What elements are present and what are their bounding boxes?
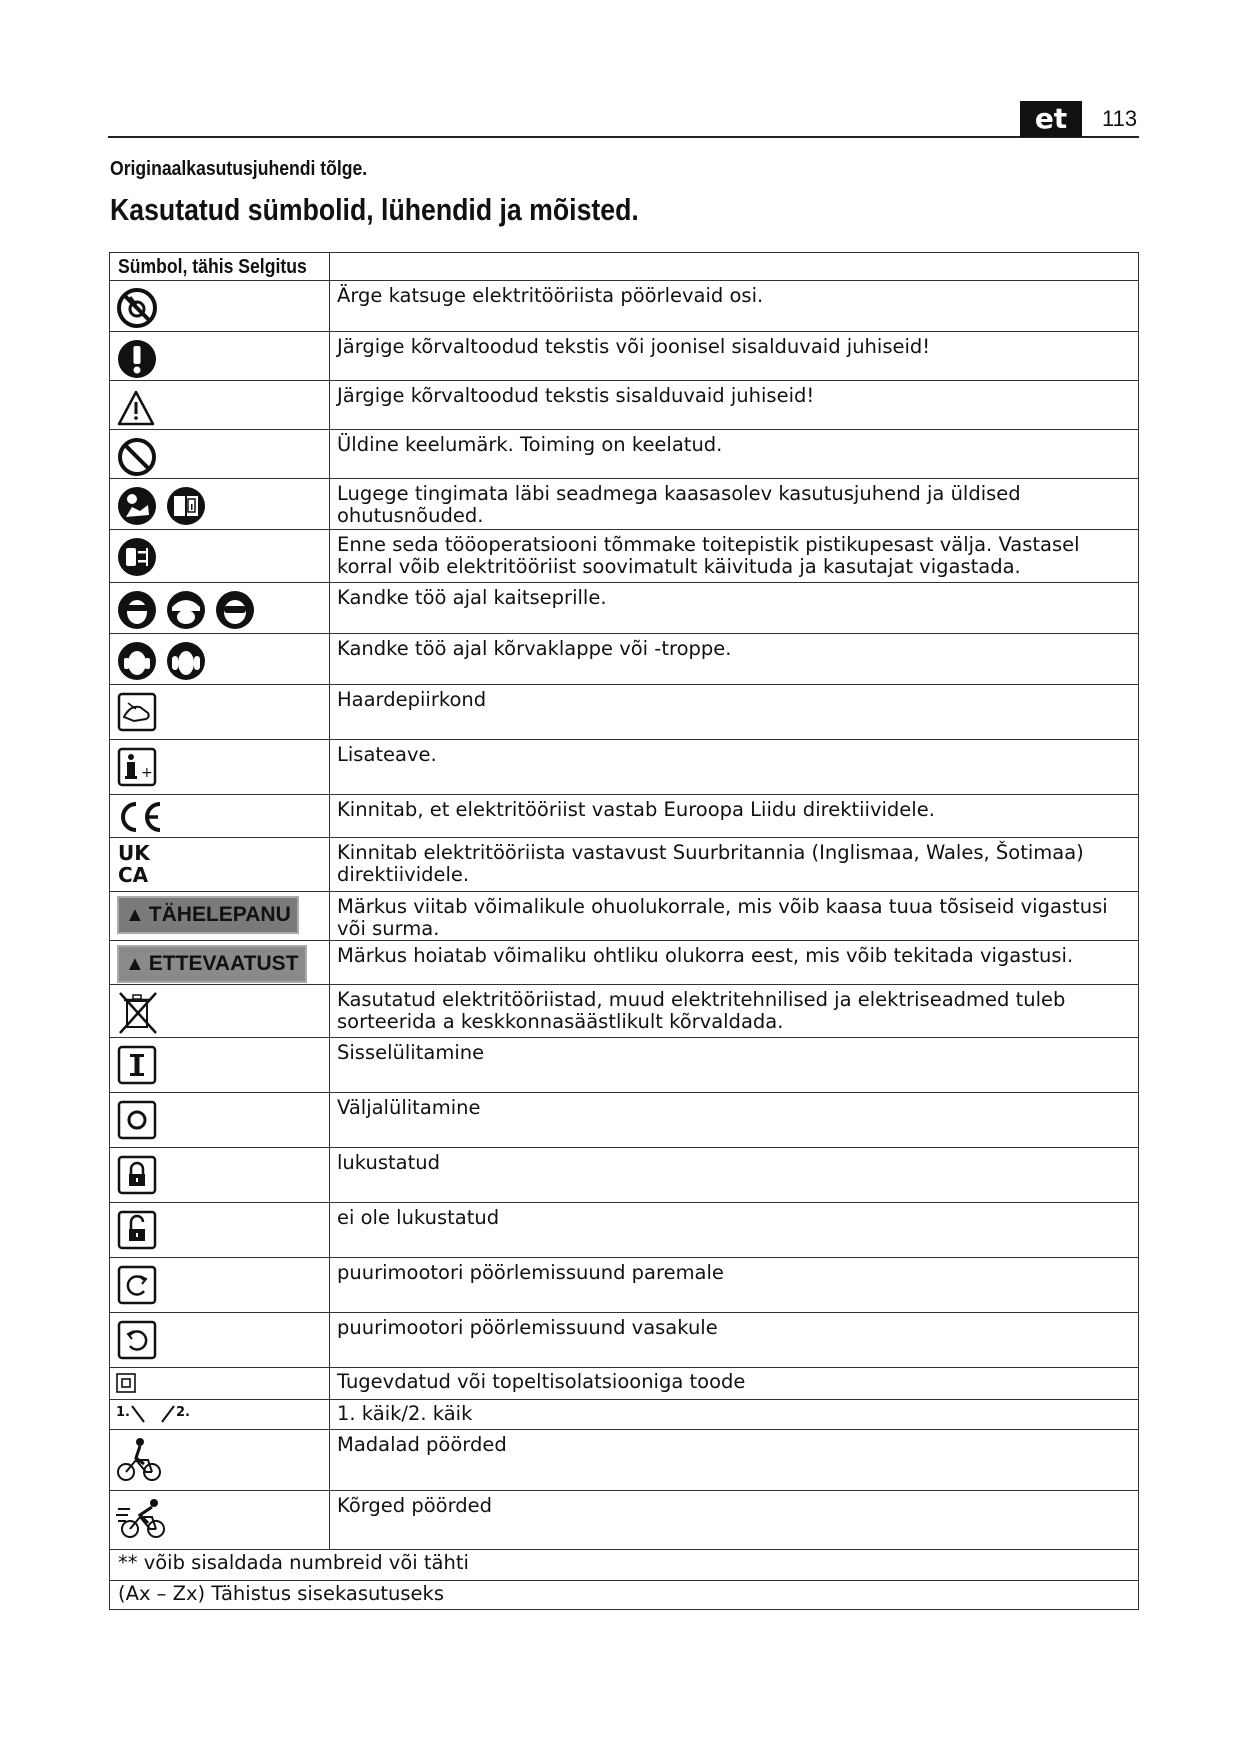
ear-protection-icon (116, 640, 208, 682)
page-title: Kasutatud sümbolid, lühendid ja mõisted. (110, 192, 639, 227)
header-rule (108, 136, 1139, 138)
description-cell: puurimootori pöörlemissuund paremale (330, 1258, 1139, 1313)
svg-text:+: + (141, 765, 153, 781)
description-cell: Lisateave. (330, 740, 1139, 795)
description-cell: Ärge katsuge elektritööriista pöörlevaid osi. (330, 281, 1139, 332)
svg-text:CA: CA (118, 863, 149, 886)
warning-triangle-icon: ▲ (125, 904, 145, 926)
symbol-cell (110, 685, 330, 740)
table-row (110, 1400, 1139, 1430)
svg-text:UK: UK (118, 841, 150, 865)
prohibition-icon (116, 436, 158, 478)
unlocked-icon (116, 1209, 158, 1251)
footer-note: (Ax – Zx) Tähistus sisekasutuseks (110, 1581, 1139, 1610)
rotate-left-icon (116, 1319, 158, 1361)
svg-text:2.: 2. (176, 1405, 190, 1420)
locked-icon (116, 1154, 158, 1196)
double-insulation-icon (116, 1373, 136, 1393)
symbol-cell (110, 941, 330, 985)
safety-glasses-icon (116, 589, 256, 631)
footer-note: ** võib sisaldada numbreid või tähti (110, 1550, 1139, 1581)
table-header-cell (110, 253, 330, 281)
table-row (110, 1258, 1139, 1313)
symbol-cell (110, 381, 330, 430)
table-row (110, 1368, 1139, 1400)
svg-text:1.: 1. (116, 1405, 130, 1420)
symbol-cell (110, 1313, 330, 1368)
table-row (110, 1430, 1139, 1491)
table-row (110, 1038, 1139, 1093)
symbol-cell (110, 892, 330, 941)
table-row (110, 685, 1139, 740)
description-cell: Märkus viitab võimalikule ohuolukorrale, mis võib kaasa tuua tõsiseid vigastusi või surma. (330, 892, 1139, 941)
caution-label-text: ETTEVAATUST (148, 952, 299, 975)
table-header-empty-cell (330, 253, 1139, 281)
caution-label-icon (117, 945, 307, 983)
table-row (110, 985, 1139, 1038)
table-row (110, 281, 1139, 332)
language-badge: et (1020, 101, 1082, 137)
symbol-cell (110, 530, 330, 583)
description-cell: Järgige kõrvaltoodud tekstis või joonisel sisalduvaid juhiseid! (330, 332, 1139, 381)
symbol-cell (110, 1430, 330, 1491)
page-number: 113 (1102, 106, 1138, 131)
description-cell: Kõrged pöörded (330, 1491, 1139, 1550)
table-footer-row (110, 1550, 1139, 1581)
symbol-cell (110, 985, 330, 1038)
symbol-cell (110, 430, 330, 479)
table-row (110, 892, 1139, 941)
description-cell: lukustatud (330, 1148, 1139, 1203)
warning-triangle-icon: ▲ (125, 953, 145, 975)
read-manual-icon (116, 485, 208, 527)
description-cell: ei ole lukustatud (330, 1203, 1139, 1258)
table-row (110, 583, 1139, 634)
table-header-row (110, 253, 1139, 281)
description-cell: Tugevdatud või topeltisolatsiooniga toode (330, 1368, 1139, 1400)
description-cell: Kinnitab elektritööriista vastavust Suurbritannia (Inglismaa, Wales, Šotimaa) direktiividele. (330, 838, 1139, 892)
document-subtitle: Originaalkasutusjuhendi tõlge. (110, 158, 368, 180)
ukca-mark-icon (116, 840, 156, 886)
table-row (110, 430, 1139, 479)
description-cell: Enne seda tööoperatsiooni tõmmake toitepistik pistikupesast välja. Vastasel korral võib elektritööriist soovimatult käivituda ja kasutajat vigastada. (330, 530, 1139, 583)
symbol-cell (110, 1093, 330, 1148)
table-footer-row (110, 1581, 1139, 1610)
table-row (110, 1148, 1139, 1203)
symbol-cell (110, 634, 330, 685)
description-cell: Madalad pöörded (330, 1430, 1139, 1491)
symbol-cell (110, 740, 330, 795)
weee-bin-icon (116, 989, 160, 1035)
description-cell: Järgige kõrvaltoodud tekstis sisalduvaid juhiseid! (330, 381, 1139, 430)
description-cell: Kandke töö ajal kaitseprille. (330, 583, 1139, 634)
symbol-cell (110, 583, 330, 634)
symbol-cell (110, 332, 330, 381)
low-speed-bike-icon (116, 1434, 164, 1484)
description-cell: Sisselülitamine (330, 1038, 1139, 1093)
no-touch-rotating-parts-icon (116, 287, 158, 329)
description-cell: Haardepiirkond (330, 685, 1139, 740)
symbol-cell (110, 479, 330, 530)
switch-off-icon (116, 1099, 158, 1141)
rotate-right-icon (116, 1264, 158, 1306)
table-row (110, 1313, 1139, 1368)
description-cell: Väljalülitamine (330, 1093, 1139, 1148)
symbol-cell (110, 1038, 330, 1093)
table-row (110, 634, 1139, 685)
description-cell: Märkus hoiatab võimaliku ohtliku olukorra eest, mis võib tekitada vigastusi. (330, 941, 1139, 985)
mandatory-exclamation-icon (116, 338, 158, 380)
symbol-cell (110, 1368, 330, 1400)
table-row (110, 332, 1139, 381)
table-row (110, 838, 1139, 892)
table-row (110, 1203, 1139, 1258)
table-row (110, 740, 1139, 795)
description-cell: Lugege tingimata läbi seadmega kaasasolev kasutusjuhend ja üldised ohutusnõuded. (330, 479, 1139, 530)
symbol-cell (110, 838, 330, 892)
table-row (110, 1491, 1139, 1550)
info-icon (116, 746, 158, 788)
symbol-cell (110, 1258, 330, 1313)
grip-area-icon (116, 691, 158, 733)
table-row (110, 941, 1139, 985)
description-cell: Kandke töö ajal kõrvaklappe või -troppe. (330, 634, 1139, 685)
switch-on-icon (116, 1044, 158, 1086)
table-row (110, 479, 1139, 530)
symbol-cell (110, 281, 330, 332)
description-cell: puurimootori pöörlemissuund vasakule (330, 1313, 1139, 1368)
table-row (110, 530, 1139, 583)
description-cell: 1. käik/2. käik (330, 1400, 1139, 1430)
symbol-cell (110, 1203, 330, 1258)
attention-label-icon (117, 896, 299, 934)
attention-label-text: TÄHELEPANU (148, 903, 291, 926)
table-row (110, 795, 1139, 838)
symbol-cell (110, 1400, 330, 1430)
symbol-cell (110, 1491, 330, 1550)
ce-mark-icon (116, 800, 164, 834)
table-row (110, 381, 1139, 430)
table-row (110, 1093, 1139, 1148)
symbols-table (109, 252, 1139, 1610)
description-cell: Üldine keelumärk. Toiming on keelatud. (330, 430, 1139, 479)
symbol-cell (110, 795, 330, 838)
table-header-label: Sümbol, tähis Selgitus (118, 256, 307, 278)
description-cell: Kinnitab, et elektritööriist vastab Euroopa Liidu direktiividele. (330, 795, 1139, 838)
high-speed-bike-icon (116, 1495, 172, 1541)
unplug-icon (116, 536, 158, 578)
warning-triangle-icon (116, 389, 156, 427)
symbol-cell (110, 1148, 330, 1203)
description-cell: Kasutatud elektritööriistad, muud elektritehnilised ja elektriseadmed tuleb sorteerida a keskkonnasäästlikult kõrvaldada. (330, 985, 1139, 1038)
gear-selection-icon (116, 1402, 196, 1426)
